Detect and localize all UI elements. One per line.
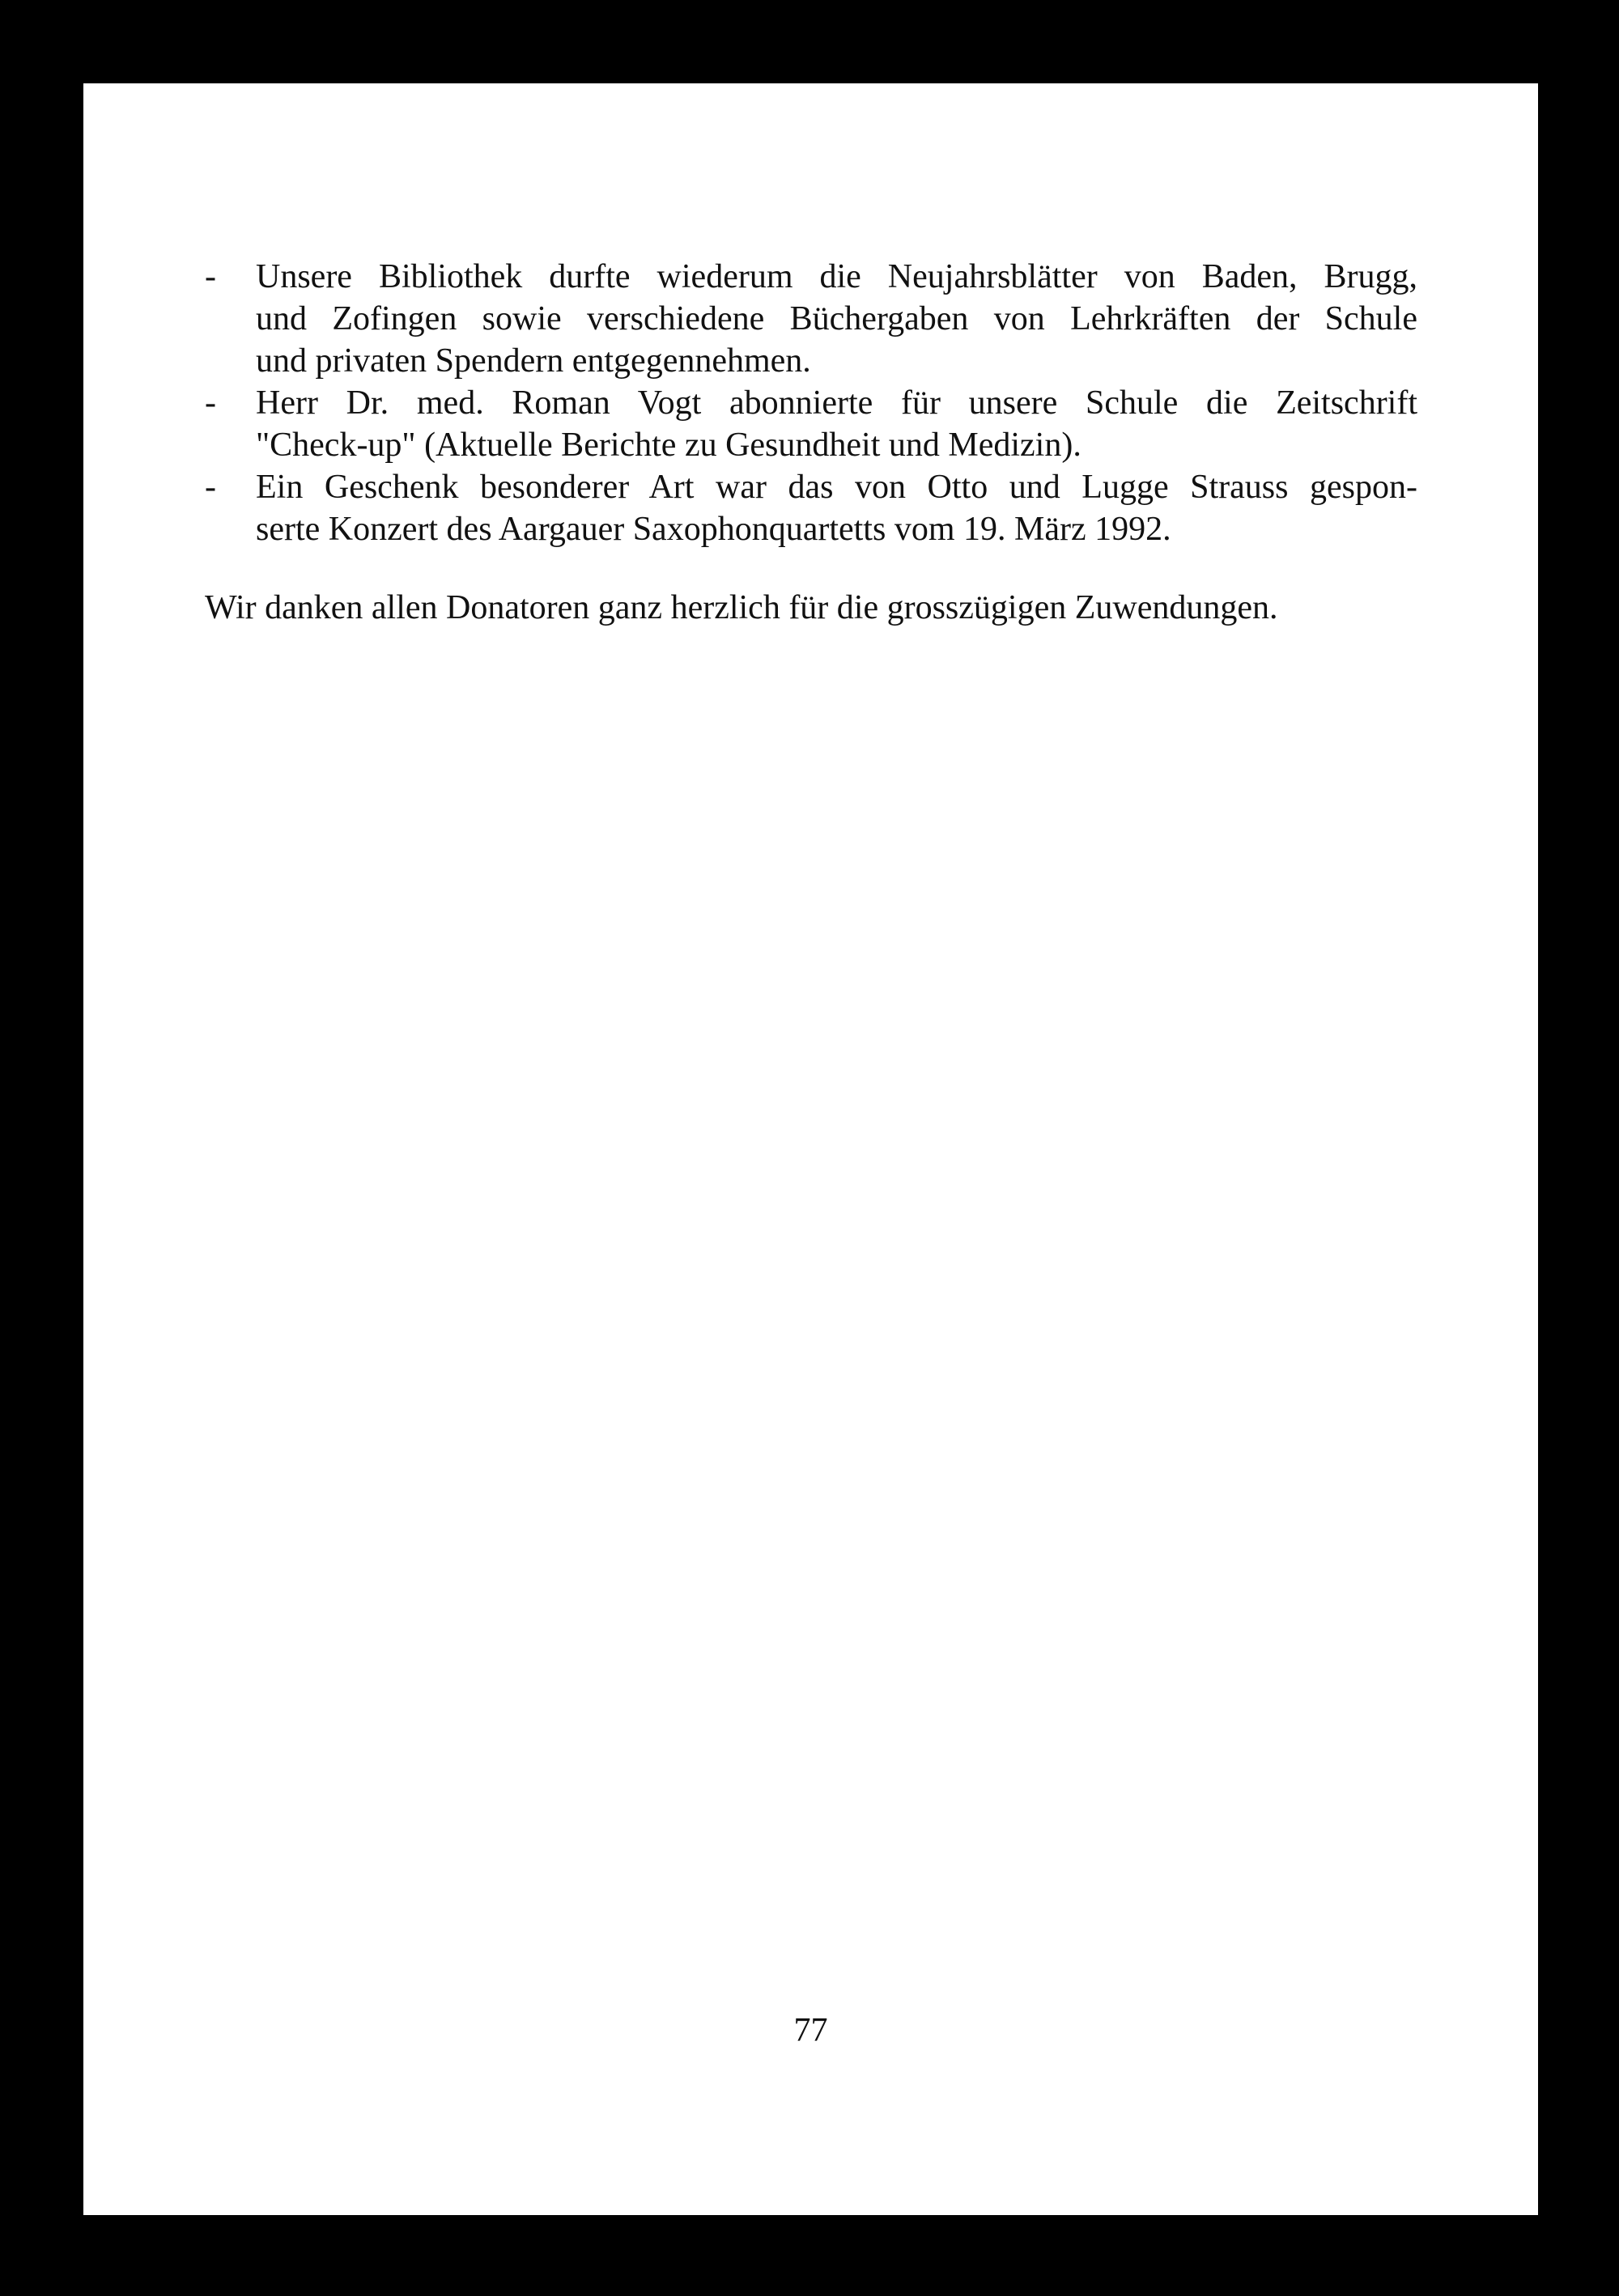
page-number: 77 <box>793 2012 828 2049</box>
page-content <box>205 256 1460 663</box>
thanks-paragraph: Wir danken allen Donatoren ganz herzlich für die grosszügigen Zuwendungen. <box>205 589 1278 626</box>
donation-list <box>205 256 1460 550</box>
text-line: Herr Dr. med. Roman Vogt abonnierte für unsere Schule die Zeitschrift <box>256 384 1417 422</box>
document-page <box>83 83 1538 2215</box>
text-line: Ein Geschenk besonderer Art war das von Otto und Lugge Strauss gespon- <box>256 469 1417 506</box>
text-line: Unsere Bibliothek durfte wiederum die Neujahrsblätter von Baden, Brugg, <box>256 258 1417 295</box>
text-line: und privaten Spendern entgegennehmen. <box>256 342 811 380</box>
list-item <box>205 382 1460 466</box>
list-item <box>205 256 1460 382</box>
text-line: und Zofingen sowie verschiedene Büchergaben von Lehrkräften der Schule <box>256 300 1417 337</box>
bullet-dash: - <box>205 258 216 295</box>
text-line: serte Konzert des Aargauer Saxophonquartetts vom 19. März 1992. <box>256 511 1171 548</box>
bullet-dash: - <box>205 384 216 422</box>
text-line: "Check-up" (Aktuelle Berichte zu Gesundheit und Medizin). <box>256 427 1081 464</box>
list-item <box>205 466 1460 550</box>
bullet-dash: - <box>205 469 216 506</box>
